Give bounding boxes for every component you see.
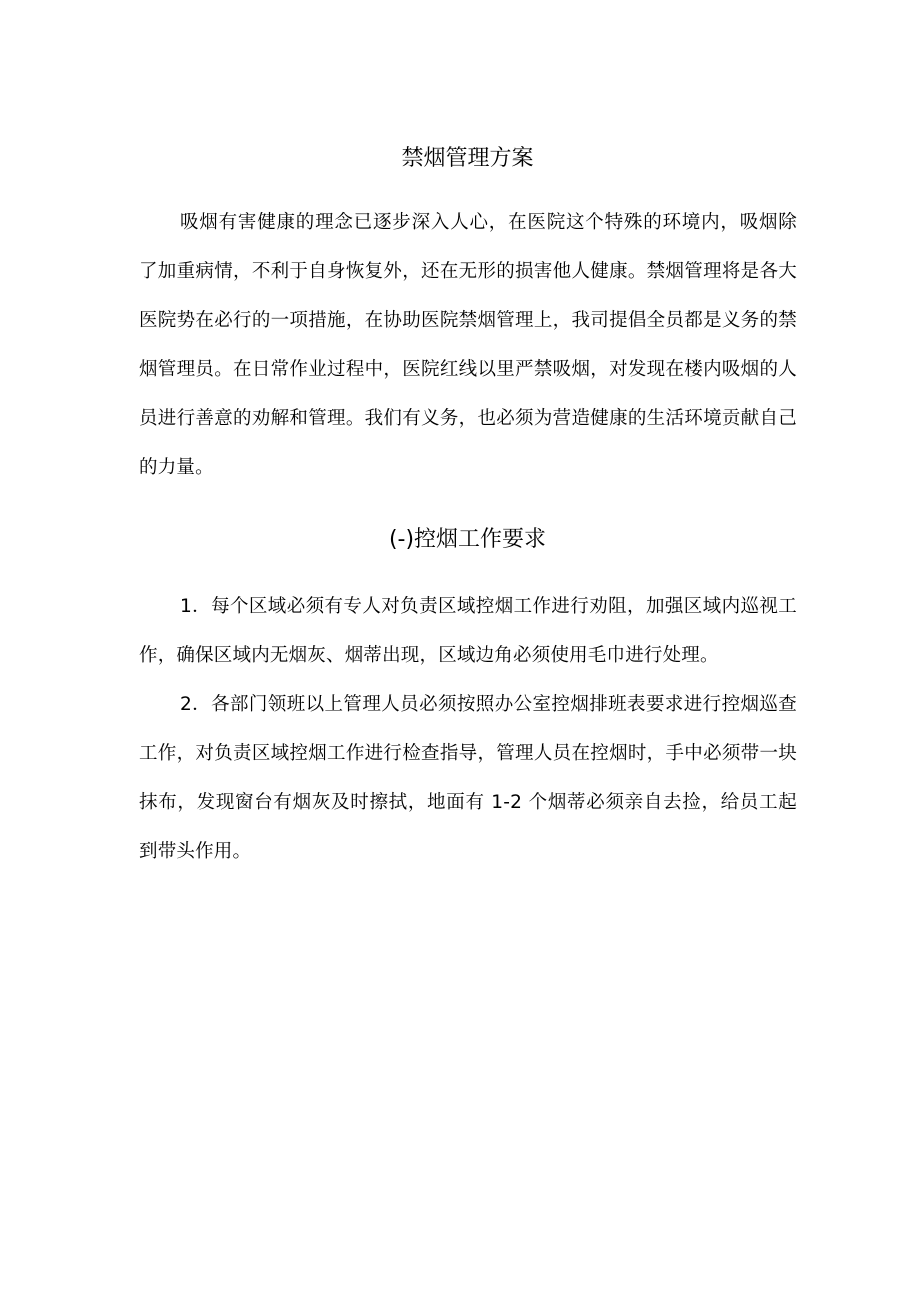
intro-paragraph: 吸烟有害健康的理念已逐步深入人心，在医院这个特殊的环境内，吸烟除了加重病情，不利于自身恢复外，还在无形的损害他人健康。禁烟管理将是各大医院势在必行的一项措施，在协助医院禁烟管理上，我司提倡全员都是义务的禁烟管理员。在日常作业过程中，医院红线以里严禁吸烟，对发现在楼内吸烟的人员进行善意的劝解和管理。我们有义务，也必须为营造健康的生活环境贡献自己的力量。 — [139, 212, 797, 478]
document-title: 禁烟管理方案 — [401, 146, 534, 171]
requirement-item-2: 2．各部门领班以上管理人员必须按照办公室控烟排班表要求进行控烟巡查工作，对负责区域控烟工作进行检查指导，管理人员在控烟时，手中必须带一块抹布，发现窗台有烟灰及时擦拭，地面有 1-2 个烟蒂必须亲自去捡，给员工起到带头作用。 — [139, 694, 797, 862]
section-heading: (-)控烟工作要求 — [388, 527, 547, 552]
requirement-item-1: 1．每个区域必须有专人对负责区域控烟工作进行劝阻，加强区域内巡视工作，确保区域内无烟灰、烟蒂出现，区域边角必须使用毛巾进行处理。 — [139, 596, 797, 666]
